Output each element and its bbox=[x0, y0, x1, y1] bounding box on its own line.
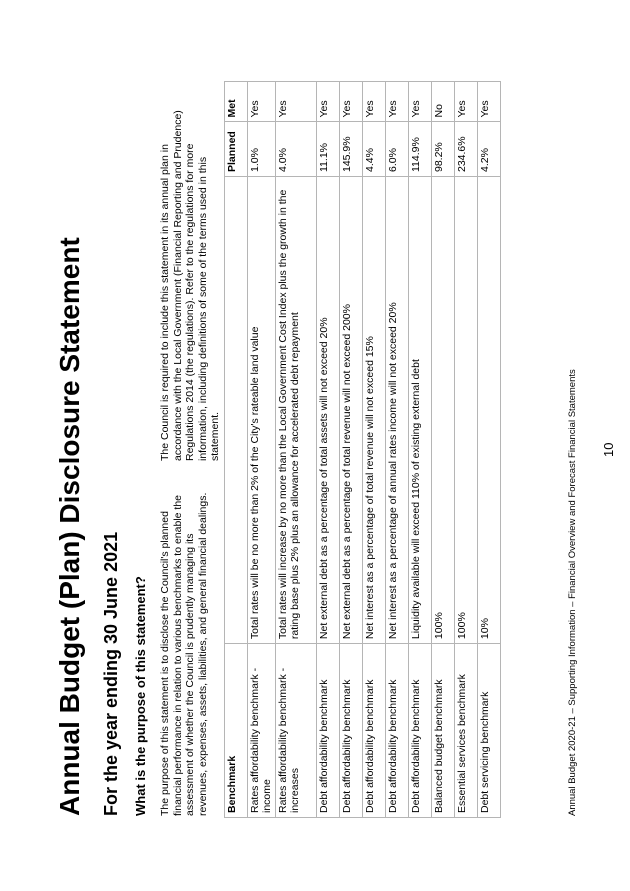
header-benchmark: Benchmark bbox=[225, 644, 248, 818]
met-cell: Yes bbox=[478, 82, 501, 122]
header-planned: Planned bbox=[225, 122, 248, 177]
page-title: Annual Budget (Plan) Disclosure Statement bbox=[54, 237, 85, 816]
requirement-paragraph: The Council is required to include this statement in its annual plan in accordance with the Local Government (Financial Reporting and Prudence) Regulations 2014 (the regulations). Refer to the regulations for more information, including definitions of some of the terms used in this statement. bbox=[159, 110, 221, 461]
page-subtitle: For the year ending 30 June 2021 bbox=[101, 531, 121, 816]
benchmark-cell: Debt servicing benchmark bbox=[478, 644, 501, 818]
description-cell: 100% bbox=[455, 177, 478, 644]
description-cell: 10% bbox=[478, 177, 501, 644]
met-cell: Yes bbox=[386, 82, 409, 122]
table-row bbox=[317, 82, 340, 818]
planned-cell: 145.9% bbox=[340, 122, 363, 177]
met-cell: Yes bbox=[248, 82, 276, 122]
header-description bbox=[225, 177, 248, 644]
planned-cell: 234.6% bbox=[455, 122, 478, 177]
table-row bbox=[276, 82, 317, 818]
table-row bbox=[409, 82, 432, 818]
met-cell: Yes bbox=[340, 82, 363, 122]
table-row bbox=[248, 82, 276, 818]
benchmark-cell: Rates affordability benchmark - income bbox=[248, 644, 276, 818]
description-cell: Total rates will increase by no more than the Local Government Cost Index plus the growth in the rating base plus 2% plus an allowance for accelerated debt repayment bbox=[276, 177, 317, 644]
page-number: 10 bbox=[601, 442, 616, 457]
met-cell: No bbox=[432, 82, 455, 122]
planned-cell: 11.1% bbox=[317, 122, 340, 177]
met-cell: Yes bbox=[455, 82, 478, 122]
benchmark-cell: Debt affordability benchmark bbox=[317, 644, 340, 818]
benchmark-table bbox=[224, 81, 501, 818]
description-cell: Net external debt as a percentage of total revenue will not exceed 200% bbox=[340, 177, 363, 644]
met-cell: Yes bbox=[317, 82, 340, 122]
planned-cell: 4.4% bbox=[363, 122, 386, 177]
table-row bbox=[455, 82, 478, 818]
purpose-paragraph: The purpose of this statement is to disclose the Council's planned financial performance in relation to various benchmarks to enable the assessment of whether the Council is prudently managing its revenues, expenses, assets, liabilities, and general financial dealings. bbox=[159, 492, 209, 816]
met-cell: Yes bbox=[363, 82, 386, 122]
description-cell: Net external debt as a percentage of total assets will not exceed 20% bbox=[317, 177, 340, 644]
benchmark-cell: Essential services benchmark bbox=[455, 644, 478, 818]
table-row bbox=[363, 82, 386, 818]
table-row bbox=[340, 82, 363, 818]
planned-cell: 1.0% bbox=[248, 122, 276, 177]
planned-cell: 4.2% bbox=[478, 122, 501, 177]
table-row bbox=[432, 82, 455, 818]
planned-cell: 114.9% bbox=[409, 122, 432, 177]
header-met: Met bbox=[225, 82, 248, 122]
table-header-row bbox=[225, 82, 248, 818]
benchmark-cell: Debt affordability benchmark bbox=[363, 644, 386, 818]
table-row bbox=[386, 82, 409, 818]
benchmark-cell: Debt affordability benchmark bbox=[340, 644, 363, 818]
description-cell: Net interest as a percentage of annual rates income will not exceed 20% bbox=[386, 177, 409, 644]
description-cell: Net interest as a percentage of total revenue will not exceed 15% bbox=[363, 177, 386, 644]
met-cell: Yes bbox=[276, 82, 317, 122]
met-cell: Yes bbox=[409, 82, 432, 122]
benchmark-cell: Balanced budget benchmark bbox=[432, 644, 455, 818]
description-cell: 100% bbox=[432, 177, 455, 644]
planned-cell: 98.2% bbox=[432, 122, 455, 177]
planned-cell: 6.0% bbox=[386, 122, 409, 177]
planned-cell: 4.0% bbox=[276, 122, 317, 177]
benchmark-cell: Rates affordability benchmark - increases bbox=[276, 644, 317, 818]
benchmark-cell: Debt affordability benchmark bbox=[409, 644, 432, 818]
page-footer: Annual Budget 2020-21 – Supporting Information – Financial Overview and Forecast Financial Statements bbox=[567, 369, 578, 816]
table-row bbox=[478, 82, 501, 818]
description-cell: Liquidity available will exceed 110% of existing external debt bbox=[409, 177, 432, 644]
section-heading: What is the purpose of this statement? bbox=[133, 576, 148, 816]
benchmark-cell: Debt affordability benchmark bbox=[386, 644, 409, 818]
description-cell: Total rates will be no more than 2% of the City's rateable land value bbox=[248, 177, 276, 644]
